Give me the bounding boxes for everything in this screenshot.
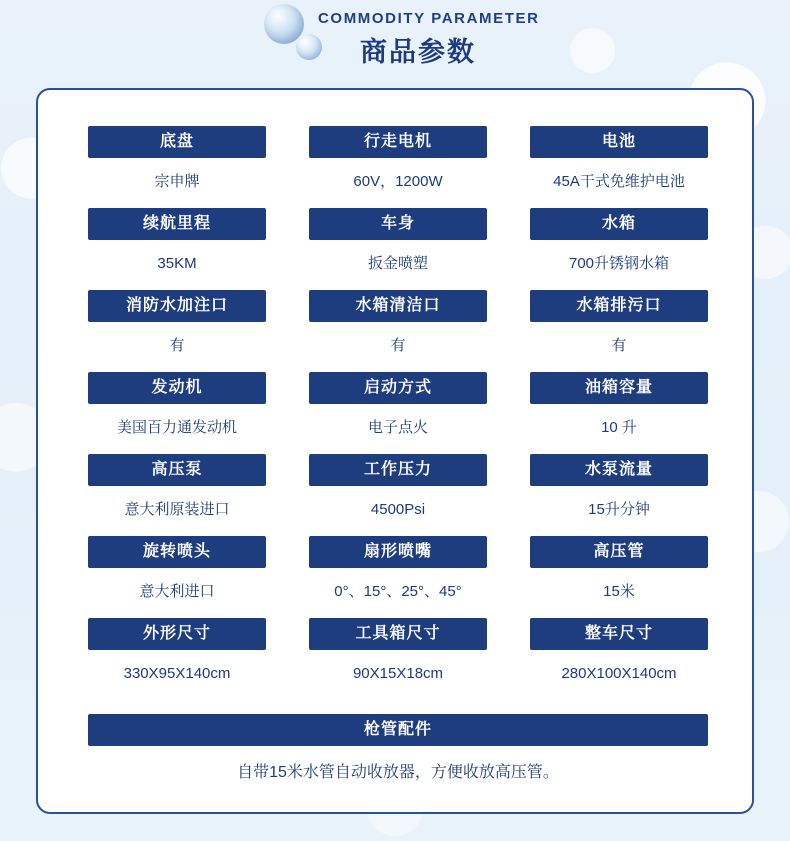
spec-label: 行走电机	[309, 126, 487, 158]
accessory-label: 枪管配件	[88, 714, 708, 746]
table-row	[88, 372, 708, 454]
spec-cell	[530, 618, 708, 700]
table-row	[88, 454, 708, 536]
spec-label: 水箱清洁口	[309, 290, 487, 322]
spec-cell	[309, 372, 487, 454]
spec-label: 整车尺寸	[530, 618, 708, 650]
spec-label: 扇形喷嘴	[309, 536, 487, 568]
spec-value: 电子点火	[367, 419, 428, 436]
spec-cell	[88, 536, 266, 618]
spec-label: 油箱容量	[530, 372, 708, 404]
spec-label: 高压管	[530, 536, 708, 568]
spec-grid	[88, 126, 708, 786]
spec-cell	[309, 208, 487, 290]
accessory-value: 自带15米水管自动收放器，方便收放高压管。	[237, 764, 559, 781]
spec-value: 意大利进口	[139, 583, 215, 600]
spec-card	[36, 88, 754, 814]
spec-label: 水箱	[530, 208, 708, 240]
spec-label: 续航里程	[88, 208, 266, 240]
spec-cell	[309, 290, 487, 372]
spec-cell	[88, 618, 266, 700]
spec-cell	[530, 454, 708, 536]
spec-value: 90X15X18cm	[352, 665, 444, 682]
spec-label: 旋转喷头	[88, 536, 266, 568]
spec-value: 330X95X140cm	[123, 665, 231, 682]
spec-value: 45A干式免维护电池	[553, 173, 685, 190]
spec-value: 意大利原装进口	[124, 501, 230, 518]
spec-value: 美国百力通发动机	[116, 419, 237, 436]
spec-label: 高压泵	[88, 454, 266, 486]
spec-cell	[88, 372, 266, 454]
spec-label: 发动机	[88, 372, 266, 404]
spec-cell	[309, 454, 487, 536]
spec-label: 水箱排污口	[530, 290, 708, 322]
title-english: COMMODITY PARAMETER	[318, 10, 540, 27]
spec-cell	[309, 618, 487, 700]
spec-value: 15米	[603, 583, 635, 600]
page-header	[0, 0, 790, 88]
spec-value: 0°、15°、25°、45°	[334, 583, 462, 600]
table-row	[88, 208, 708, 290]
spec-cell	[309, 126, 487, 208]
spec-cell	[530, 208, 708, 290]
spec-label: 外形尺寸	[88, 618, 266, 650]
spec-cell	[530, 126, 708, 208]
spec-label: 启动方式	[309, 372, 487, 404]
spec-label: 消防水加注口	[88, 290, 266, 322]
table-row	[88, 126, 708, 208]
spec-label: 工作压力	[309, 454, 487, 486]
spec-value: 扳金喷塑	[367, 255, 428, 272]
spec-cell	[88, 126, 266, 208]
spec-label: 底盘	[88, 126, 266, 158]
spec-cell	[530, 372, 708, 454]
spec-value: 10 升	[601, 419, 637, 436]
spec-value: 35KM	[157, 255, 197, 272]
page-title: 商品参数	[360, 37, 476, 67]
spec-label: 电池	[530, 126, 708, 158]
spec-cell	[88, 290, 266, 372]
spec-value: 60V，1200W	[353, 173, 443, 190]
spec-cell	[88, 208, 266, 290]
spec-label: 车身	[309, 208, 487, 240]
spec-cell	[88, 454, 266, 536]
spec-value: 15升分钟	[588, 501, 650, 518]
spec-value: 有	[390, 337, 406, 354]
table-row	[88, 290, 708, 372]
spec-value: 有	[169, 337, 185, 354]
spec-label: 工具箱尺寸	[309, 618, 487, 650]
spec-cell	[309, 536, 487, 618]
bubble-small-icon	[296, 34, 322, 60]
spec-cell	[530, 536, 708, 618]
spec-label: 水泵流量	[530, 454, 708, 486]
spec-value: 4500Psi	[370, 501, 426, 518]
spec-value: 280X100X140cm	[561, 665, 677, 682]
table-row	[88, 618, 708, 700]
spec-cell	[530, 290, 708, 372]
table-row	[88, 536, 708, 618]
spec-value: 有	[611, 337, 627, 354]
spec-value: 700升锈钢水箱	[568, 255, 670, 272]
spec-value: 宗申牌	[154, 173, 200, 190]
accessory-row	[88, 714, 708, 786]
